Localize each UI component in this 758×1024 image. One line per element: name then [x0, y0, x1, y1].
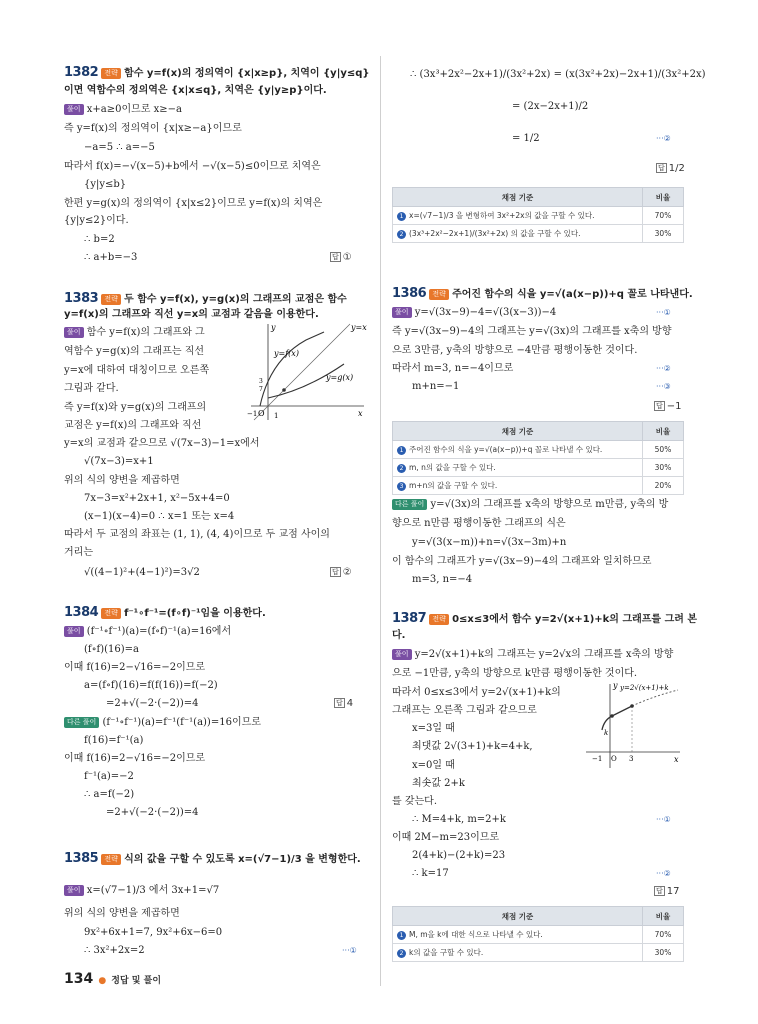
grading-table-1386: 채점 기준 비율 1 주어진 함수의 식을 y=√(a(x−p))+q 꼴로 나타낼 수 있다. 50% 2 m, n의 값을 구할 수 있다. 30% 3 m+n의 값을 구할 수 있다. 20%: [392, 421, 684, 495]
problem-1385-header: 1385 전략 식의 값을 구할 수 있도록 x=(√7−1)/3 을 변형한다.: [64, 851, 361, 866]
problem-1387-header: 1387 전략 0≤x≤3에서 함수 y=2√(x+1)+k의 그래프를 그려 본: [392, 611, 698, 626]
curve-dashed: [632, 690, 678, 706]
inverse-function-graph: [246, 320, 368, 422]
svg-text:y: y: [613, 681, 618, 690]
solution-tag: 풀이: [64, 104, 84, 115]
svg-text:k: k: [604, 729, 609, 737]
bullet-icon: ●: [98, 976, 107, 986]
svg-text:3: 3: [259, 378, 263, 385]
curve-fx: [260, 332, 324, 406]
problem-1382-header: 1382 전략 함수 y=f(x)의 정의역이 {x|x≥p}, 치역이 {y|y≤q}: [64, 65, 370, 80]
problem-1386-header: 1386 전략 주어진 함수의 식을 y=√(a(x−p))+q 꼴로 나타낸다.: [392, 286, 693, 301]
column-divider: [380, 56, 381, 986]
grading-table-1387: 채점 기준 비율 1 M, m을 k에 대한 식으로 나타낼 수 있다. 70% 2 k의 값을 구할 수 있다. 30%: [392, 906, 684, 962]
svg-text:7: 7: [259, 386, 263, 393]
answer-1385: 답 1/2: [658, 163, 685, 174]
footer-title: 정답 및 풀이: [111, 976, 162, 986]
svg-text:y=f(x): y=f(x): [274, 349, 299, 358]
problem-1383-header: 1383 전략 두 함수 y=f(x), y=g(x)의 그래프의 교점은 함수: [64, 291, 347, 306]
svg-text:y=x: y=x: [351, 323, 367, 332]
answer-1384: 답 4: [336, 698, 354, 709]
sqrt-function-graph: [584, 680, 684, 770]
strategy-tag: 전략: [101, 68, 121, 79]
svg-text:1: 1: [274, 412, 279, 420]
svg-text:O: O: [258, 409, 265, 418]
svg-text:−1: −1: [247, 410, 258, 418]
svg-text:y=g(x): y=g(x): [326, 373, 354, 382]
page-footer: [64, 968, 161, 987]
answer-1383: 답 ②: [332, 567, 352, 578]
curve-solid: [602, 706, 632, 730]
answer-1386: 답 −1: [656, 401, 682, 412]
svg-text:3: 3: [629, 755, 634, 763]
svg-text:y: y: [271, 323, 276, 332]
page-number: 134: [64, 971, 94, 987]
svg-text:x: x: [674, 755, 679, 764]
grading-table-1385: 채점 기준 비율 1 x=(√7−1)/3 을 변형하여 3x²+2x의 값을 구할 수 있다. 70% 2 (3x³+2x²−2x+1)/(3x²+2x) 의 값을 구할 수 있다. 30%: [392, 187, 684, 243]
svg-text:y=2√(x+1)+k: y=2√(x+1)+k: [620, 684, 669, 692]
svg-text:x: x: [358, 409, 363, 418]
answer-1382: 답 ①: [332, 252, 352, 263]
step-marker: ···①: [342, 946, 357, 955]
svg-text:−1: −1: [592, 755, 603, 763]
problem-1384-header: 1384 전략 f⁻¹∘f⁻¹=(f∘f)⁻¹임을 이용한다.: [64, 605, 266, 620]
answer-1387: 답 17: [656, 886, 680, 897]
svg-text:O: O: [611, 755, 617, 763]
